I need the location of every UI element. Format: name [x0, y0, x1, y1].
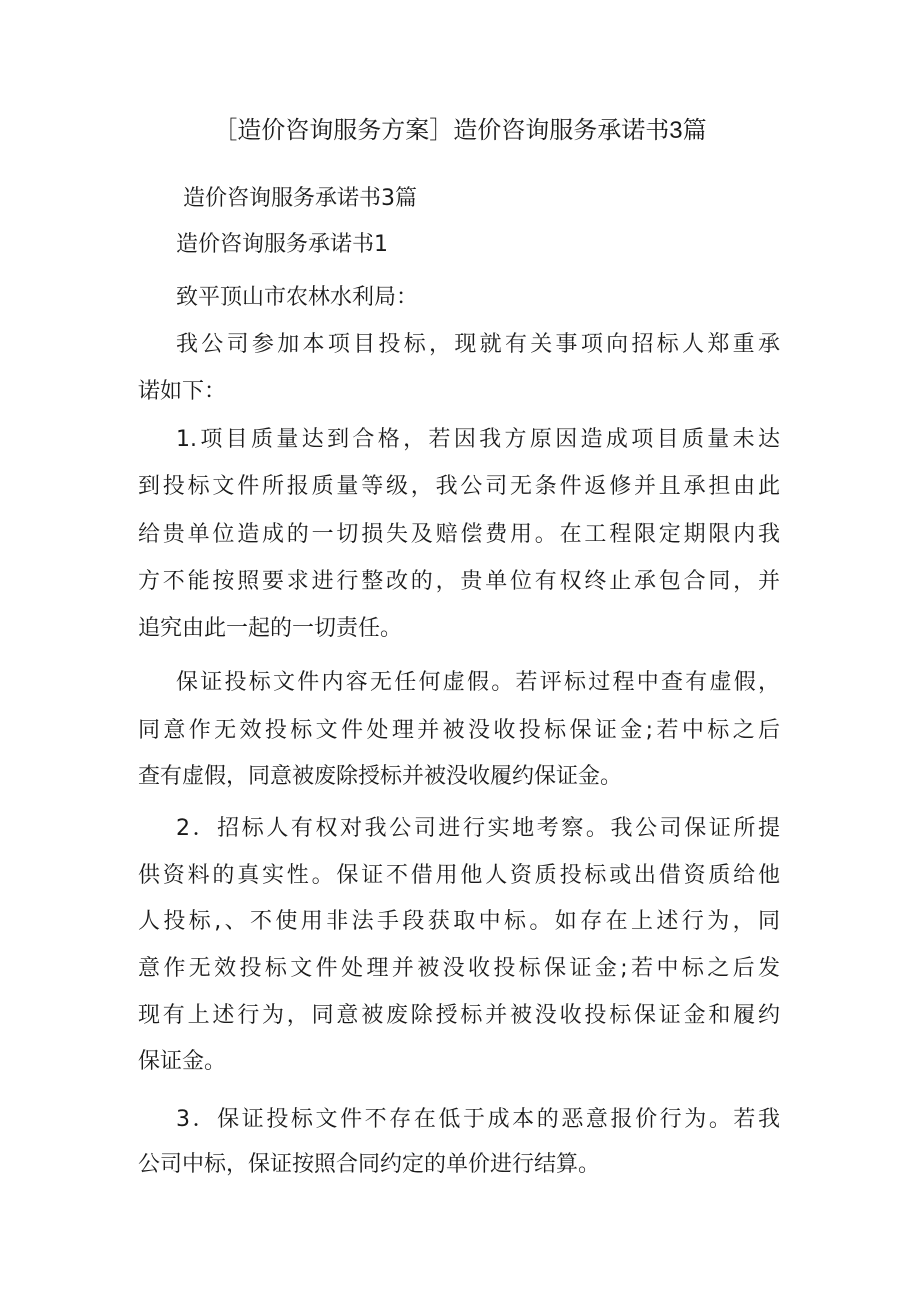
paragraph-line: 给贵单位造成的一切损失及赔偿费用。在工程限定期限内我 — [138, 522, 780, 547]
paragraph-line: 到投标文件所报质量等级，我公司无条件返修并且承担由此 — [138, 474, 780, 499]
paragraph-line: 供资料的真实性。保证不借用他人资质投标或出借资质给他 — [138, 863, 780, 888]
document-title: ［造价咨询服务方案］造价咨询服务承诺书3篇 — [213, 117, 707, 144]
paragraph-line: 3．保证投标文件不存在低于成本的恶意报价行为。若我 — [176, 1107, 780, 1132]
paragraph-line: 现有上述行为，同意被废除授标并被没收投标保证金和履约 — [138, 1003, 780, 1028]
addressee: 致平顶山市农林水利局： — [176, 285, 419, 310]
paragraph-line: 同意作无效投标文件处理并被没收投标保证金;若中标之后 — [138, 718, 780, 743]
paragraph-line: 意作无效投标文件处理并被没收投标保证金;若中标之后发 — [138, 956, 780, 981]
paragraph-line: 人投标,、不使用非法手段获取中标。如存在上述行为，同 — [138, 909, 780, 934]
paragraph-line: 追究由此一起的一切责任。 — [138, 616, 403, 641]
paragraph-line: 1.项目质量达到合格，若因我方原因造成项目质量未达 — [176, 427, 780, 452]
paragraph-line: 保证投标文件内容无任何虚假。若评标过程中查有虚假， — [176, 670, 780, 695]
paragraph-line: 2．招标人有权对我公司进行实地考察。我公司保证所提 — [176, 816, 780, 841]
paragraph-line: 我公司参加本项目投标，现就有关事项向招标人郑重承 — [176, 332, 780, 357]
paragraph-line: 公司中标，保证按照合同约定的单价进行结算。 — [138, 1152, 601, 1177]
paragraph-line: 保证金。 — [138, 1049, 227, 1074]
subtitle: 造价咨询服务承诺书3篇 — [183, 186, 417, 211]
paragraph-line: 查有虚假，同意被废除授标并被没收履约保证金。 — [138, 764, 623, 789]
paragraph-line: 方不能按照要求进行整改的，贵单位有权终止承包合同，并 — [138, 569, 780, 594]
section-heading: 造价咨询服务承诺书1 — [176, 232, 388, 257]
paragraph-line: 诺如下： — [138, 379, 227, 404]
